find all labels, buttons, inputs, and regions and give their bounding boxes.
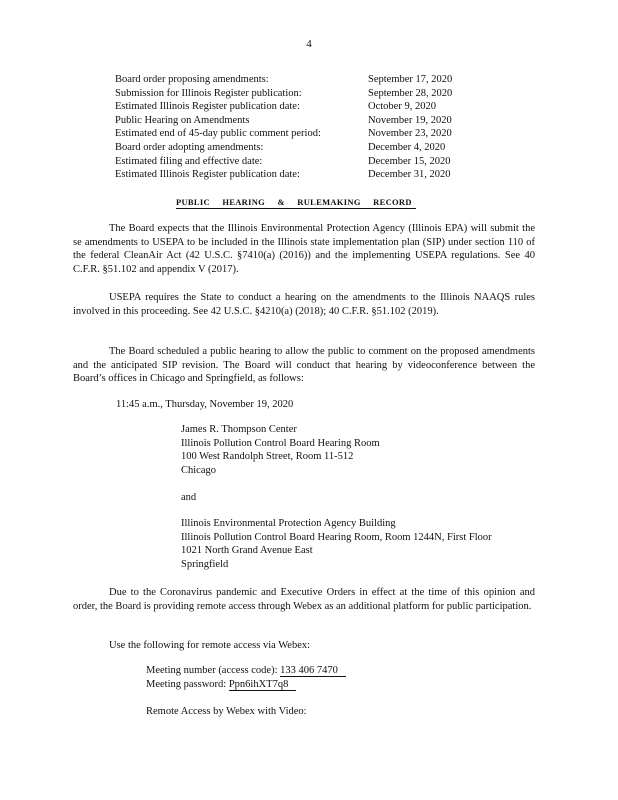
hearing-time: 11:45 a.m., Thursday, November 19, 2020 [116,399,294,410]
schedule-label: Estimated end of 45-day public comment period: [115,128,321,140]
meeting-password-line [146,678,346,692]
section-heading: PUBLIC HEARING & RULEMAKING RECORD [176,197,416,209]
schedule-label: Board order proposing amendments: [115,74,269,85]
page-number: 4 [306,38,312,50]
address-line: Chicago [181,464,216,476]
meeting-number-label: Meeting number (access code): [146,665,281,676]
location-chicago [181,423,380,477]
schedule-row [115,168,475,182]
schedule-label: Estimated filing and effective date: [115,155,263,167]
meeting-details [146,664,346,691]
address-line: Illinois Pollution Control Board Hearing Room, Room 1244N, First Floor [181,531,492,543]
address-line: Illinois Environmental Protection Agency Building [181,518,396,529]
schedule-row [115,87,475,101]
schedule-row [115,127,475,141]
schedule-date: December 31, 2020 [368,169,451,181]
schedule-label: Board order adopting amendments: [115,141,264,153]
meeting-number-line [146,664,346,678]
address-line: 100 West Randolph Street, Room 11-512 [181,451,354,462]
address-line: James R. Thompson Center [181,424,297,435]
schedule-row [115,100,475,114]
schedule-row [115,114,475,128]
address-line: Springfield [181,558,229,570]
schedule-date: October 9, 2020 [368,101,436,113]
schedule-label: Estimated Illinois Register publication date: [115,101,300,113]
schedule-label: Submission for Illinois Register publication: [115,87,302,99]
schedule-row [115,73,475,87]
meeting-password-label: Meeting password: [146,678,229,690]
schedule-date: December 15, 2020 [368,155,451,167]
schedule-date: September 28, 2020 [368,87,453,99]
schedule-label: Estimated Illinois Register publication date: [115,169,300,181]
paragraph-remote-access: Due to the Coronavirus pandemic and Executive Orders in effect at the time of this opinion and order, the Board is providing remote access through Webex as an additional platform for public participation. [73,587,535,612]
paragraph-hearing-schedule: The Board scheduled a public hearing to allow the public to comment on the proposed amendments and the anticipated SIP revision. The Board will conduct that hearing by videoconference between the Board’s offices in Chicago and Springfield, as follows: [73,346,535,384]
schedule-date: November 23, 2020 [368,128,452,140]
schedule-row [115,155,475,169]
remote-access-video-label: Remote Access by Webex with Video: [146,706,307,717]
schedule-date: September 17, 2020 [368,74,453,85]
address-line: Illinois Pollution Control Board Hearing Room [181,437,380,449]
schedule-label: Public Hearing on Amendments [115,114,250,126]
rulemaking-schedule [115,73,475,182]
paragraph-webex-intro: Use the following for remote access via Webex: [109,640,311,651]
address-line: 1021 North Grand Avenue East [181,545,313,556]
paragraph-sip-submission: The Board expects that the Illinois Environmental Protection Agency (Illinois EPA) will submit the se amendments to USEPA to be included in the Illinois state implementation plan (SIP) under section 110 of the federal CleanAir Act (42 U.S.C. §7410(a) (2016)) and the implementing USEPA regulations. See 40 C.F.R. §51.102 and appendix V (2017). [73,223,535,275]
schedule-row [115,141,475,155]
schedule-date: November 19, 2020 [368,114,452,126]
and-separator: and [181,492,197,503]
location-springfield [181,517,536,571]
meeting-number-value[interactable]: 133 406 7470 [280,665,346,677]
paragraph-hearing-requirement: USEPA requires the State to conduct a hearing on the amendments to the Illinois NAAQS rules involved in this proceeding. See 42 U.S.C. §4210(a) (2018); 40 C.F.R. §51.102 (2019). [73,292,535,317]
schedule-date: December 4, 2020 [368,141,446,153]
meeting-password-value[interactable]: Ppn6ihXT7q8 [229,679,297,691]
